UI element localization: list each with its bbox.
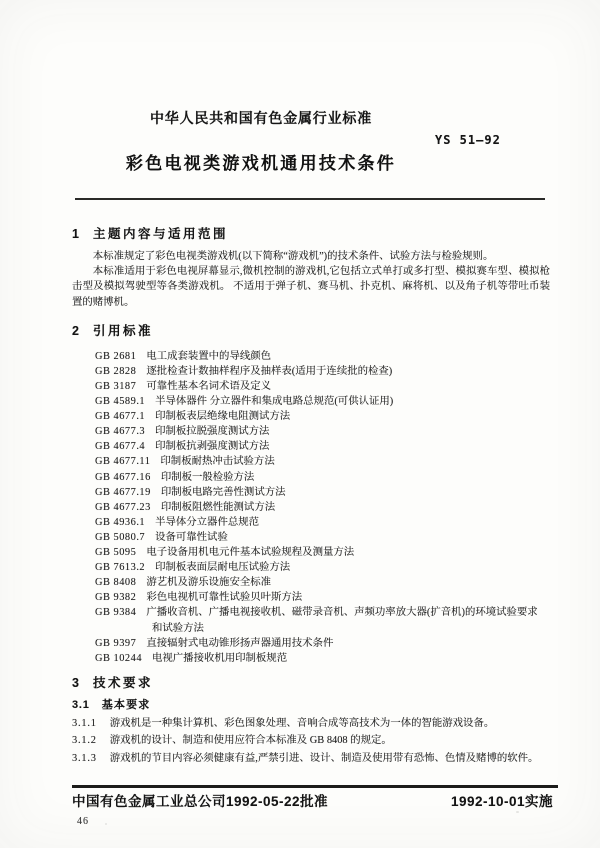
standard-code: GB 5080.7 bbox=[95, 531, 146, 543]
standard-number: YS 51—92 bbox=[435, 133, 501, 147]
referenced-standard-row bbox=[95, 605, 550, 635]
standard-title: 印制板抗剥强度测试方法 bbox=[155, 441, 270, 453]
standard-line bbox=[95, 394, 550, 409]
footer-rule bbox=[72, 785, 558, 788]
section-3-heading-text: 技术要求 bbox=[92, 675, 153, 690]
section-2-heading-text: 引用标准 bbox=[92, 323, 153, 338]
standard-title: 半导体器件 分立器件和集成电路总规范(可供认证用) bbox=[155, 396, 394, 408]
standard-line bbox=[95, 530, 550, 545]
standard-title: 印制板表层绝缘电阻测试方法 bbox=[155, 411, 291, 423]
standard-line bbox=[95, 651, 550, 666]
standard-line bbox=[95, 364, 550, 379]
referenced-standard-row bbox=[95, 515, 550, 530]
standard-code: GB 8408 bbox=[95, 577, 137, 589]
standard-line bbox=[95, 500, 550, 515]
standard-code: GB 9384 bbox=[95, 607, 137, 619]
standard-title: 可靠性基本名词术语及定义 bbox=[146, 381, 272, 392]
referenced-standard-row bbox=[95, 485, 550, 500]
standard-title: 半导体分立器件总规范 bbox=[155, 516, 260, 528]
standard-line bbox=[95, 515, 550, 530]
standard-code: GB 7613.2 bbox=[95, 562, 146, 574]
header-rule bbox=[75, 198, 545, 200]
referenced-standard-row bbox=[95, 439, 550, 454]
implementation-note: 1992-10-01实施 bbox=[451, 794, 554, 809]
standard-title: 电子设备用机电元件基本试验规程及测量方法 bbox=[146, 547, 355, 559]
standard-code: GB 4677.23 bbox=[95, 501, 151, 513]
requirements-list bbox=[72, 715, 550, 768]
scope-paragraph-1: 本标准规定了彩色电视类游戏机(以下简称“游戏机”)的技术条件、试验方法与检验规则。 bbox=[92, 251, 494, 262]
standard-code: GB 10244 bbox=[95, 652, 143, 664]
standard-line bbox=[95, 636, 550, 651]
standard-code: GB 4677.16 bbox=[95, 471, 151, 483]
section-3-heading bbox=[72, 675, 550, 692]
subsection-3-1-heading bbox=[72, 698, 550, 713]
requirement-item bbox=[72, 732, 550, 750]
referenced-standard-row bbox=[95, 545, 550, 560]
standard-title: 设备可靠性试验 bbox=[155, 531, 228, 543]
requirement-text: 游戏机的节目内容必须健康有益,严禁引进、设计、制造及使用带有恐怖、色情及赌博的软件。 bbox=[109, 752, 539, 764]
requirement-item bbox=[72, 750, 550, 768]
referenced-standard-row bbox=[95, 379, 550, 394]
standard-title: 印制板耐热冲击试验方法 bbox=[160, 456, 275, 468]
standard-line bbox=[95, 349, 550, 364]
standard-title: 电工成套装置中的导线颜色 bbox=[146, 350, 272, 362]
page-number: 46 bbox=[77, 816, 89, 827]
standard-title: 彩色电视机可靠性试验贝叶斯方法 bbox=[146, 592, 303, 604]
document-body bbox=[72, 222, 550, 768]
standard-line bbox=[95, 560, 550, 575]
standard-line bbox=[95, 409, 550, 424]
requirement-number: 3.1.2 bbox=[72, 735, 97, 747]
referenced-standards-list bbox=[72, 349, 550, 666]
standard-code: GB 4936.1 bbox=[95, 516, 146, 528]
standard-code: GB 4677.4 bbox=[95, 441, 146, 453]
standard-title: 广播收音机、广播电视接收机、磁带录音机、声频功率放大器(扩音机)的环境试验要求 bbox=[146, 607, 538, 619]
referenced-standard-row bbox=[95, 560, 550, 575]
standard-title: 印制板阻燃性能测试方法 bbox=[160, 501, 276, 513]
section-1-heading bbox=[72, 226, 550, 243]
section-2-number: 2 bbox=[72, 323, 79, 338]
standard-code: GB 4589.1 bbox=[95, 396, 146, 408]
standard-title: 直接辐射式电动锥形扬声器通用技术条件 bbox=[146, 637, 334, 649]
standard-line bbox=[95, 470, 550, 485]
standard-line bbox=[95, 454, 550, 469]
standard-line bbox=[95, 424, 550, 439]
standard-code: GB 4677.11 bbox=[95, 456, 151, 468]
section-3-number: 3 bbox=[72, 675, 79, 690]
standard-line bbox=[95, 605, 550, 620]
requirement-item bbox=[72, 715, 550, 733]
standard-line bbox=[95, 439, 550, 454]
standard-code: GB 3187 bbox=[95, 381, 137, 392]
standard-code: GB 4677.3 bbox=[95, 426, 146, 438]
document-title: 彩色电视类游戏机通用技术条件 bbox=[125, 154, 397, 173]
referenced-standard-row bbox=[95, 349, 550, 364]
standard-title: 印制板拉脱强度测试方法 bbox=[155, 426, 270, 438]
standard-code: GB 2681 bbox=[95, 350, 137, 362]
scan-speckle bbox=[516, 811, 519, 813]
standard-org-line: 中华人民共和国有色金属行业标准 bbox=[150, 110, 372, 126]
standard-line bbox=[95, 590, 550, 605]
approval-note: 中国有色金属工业总公司1992-05-22批准 bbox=[72, 794, 329, 809]
referenced-standard-row bbox=[95, 409, 550, 424]
referenced-standard-row bbox=[95, 575, 550, 590]
referenced-standard-row bbox=[95, 590, 550, 605]
standard-code: GB 9382 bbox=[95, 592, 137, 604]
standard-line bbox=[95, 485, 550, 500]
standard-code: GB 4677.1 bbox=[95, 411, 146, 423]
standard-title: 电视广播接收机用印制板规范 bbox=[152, 652, 288, 664]
standard-title: 游艺机及游乐设施安全标准 bbox=[146, 577, 272, 589]
referenced-standard-row bbox=[95, 636, 550, 651]
requirement-number: 3.1.1 bbox=[72, 717, 97, 729]
subsection-3-1-heading-text: 基本要求 bbox=[101, 698, 151, 711]
standard-title: 印制板一般检验方法 bbox=[160, 471, 255, 483]
scan-speckle bbox=[247, 806, 249, 808]
referenced-standard-row bbox=[95, 500, 550, 515]
standard-title: 印制板表面层耐电压试验方法 bbox=[155, 562, 291, 574]
standard-code: GB 5095 bbox=[95, 547, 137, 559]
standard-line bbox=[95, 379, 550, 394]
standard-code: GB 9397 bbox=[95, 637, 137, 649]
requirement-text: 游戏机是一种集计算机、彩色图象处理、音响合成等高技术为一体的智能游戏设备。 bbox=[109, 717, 495, 729]
scope-paragraph-2: 本标准适用于彩色电视屏幕显示,微机控制的游戏机,它包括立式单打或多打型、模拟赛车型、模拟枪击型及模拟驾驶型等各类游戏机。 不适用于弹子机、赛马机、扑克机、麻将机、以及角子机等带吐币装置的赌博机。 bbox=[72, 266, 550, 308]
requirement-number: 3.1.3 bbox=[72, 752, 97, 764]
standard-line bbox=[95, 575, 550, 590]
referenced-standard-row bbox=[95, 530, 550, 545]
referenced-standard-row bbox=[95, 394, 550, 409]
requirement-text: 游戏机的设计、制造和使用应符合本标准及 GB 8408 的规定。 bbox=[109, 735, 392, 747]
standard-code: GB 2828 bbox=[95, 365, 137, 377]
referenced-standard-row bbox=[95, 454, 550, 469]
subsection-3-1-number: 3.1 bbox=[72, 698, 90, 711]
standard-code: GB 4677.19 bbox=[95, 486, 151, 498]
referenced-standard-row bbox=[95, 470, 550, 485]
standard-title: 逐批检查计数抽样程序及抽样表(适用于连续批的检查) bbox=[146, 365, 393, 377]
referenced-standard-row bbox=[95, 424, 550, 439]
section-1-heading-text: 主题内容与适用范围 bbox=[92, 227, 228, 241]
standard-line bbox=[95, 545, 550, 560]
referenced-standard-row bbox=[95, 364, 550, 379]
standard-title: 印制板电路完善性测试方法 bbox=[160, 486, 286, 498]
standard-title-continuation: 和试验方法 bbox=[152, 622, 204, 634]
section-2-heading bbox=[72, 323, 550, 340]
section-1-number: 1 bbox=[72, 227, 79, 241]
referenced-standard-row bbox=[95, 651, 550, 666]
scan-speckle bbox=[105, 823, 107, 825]
